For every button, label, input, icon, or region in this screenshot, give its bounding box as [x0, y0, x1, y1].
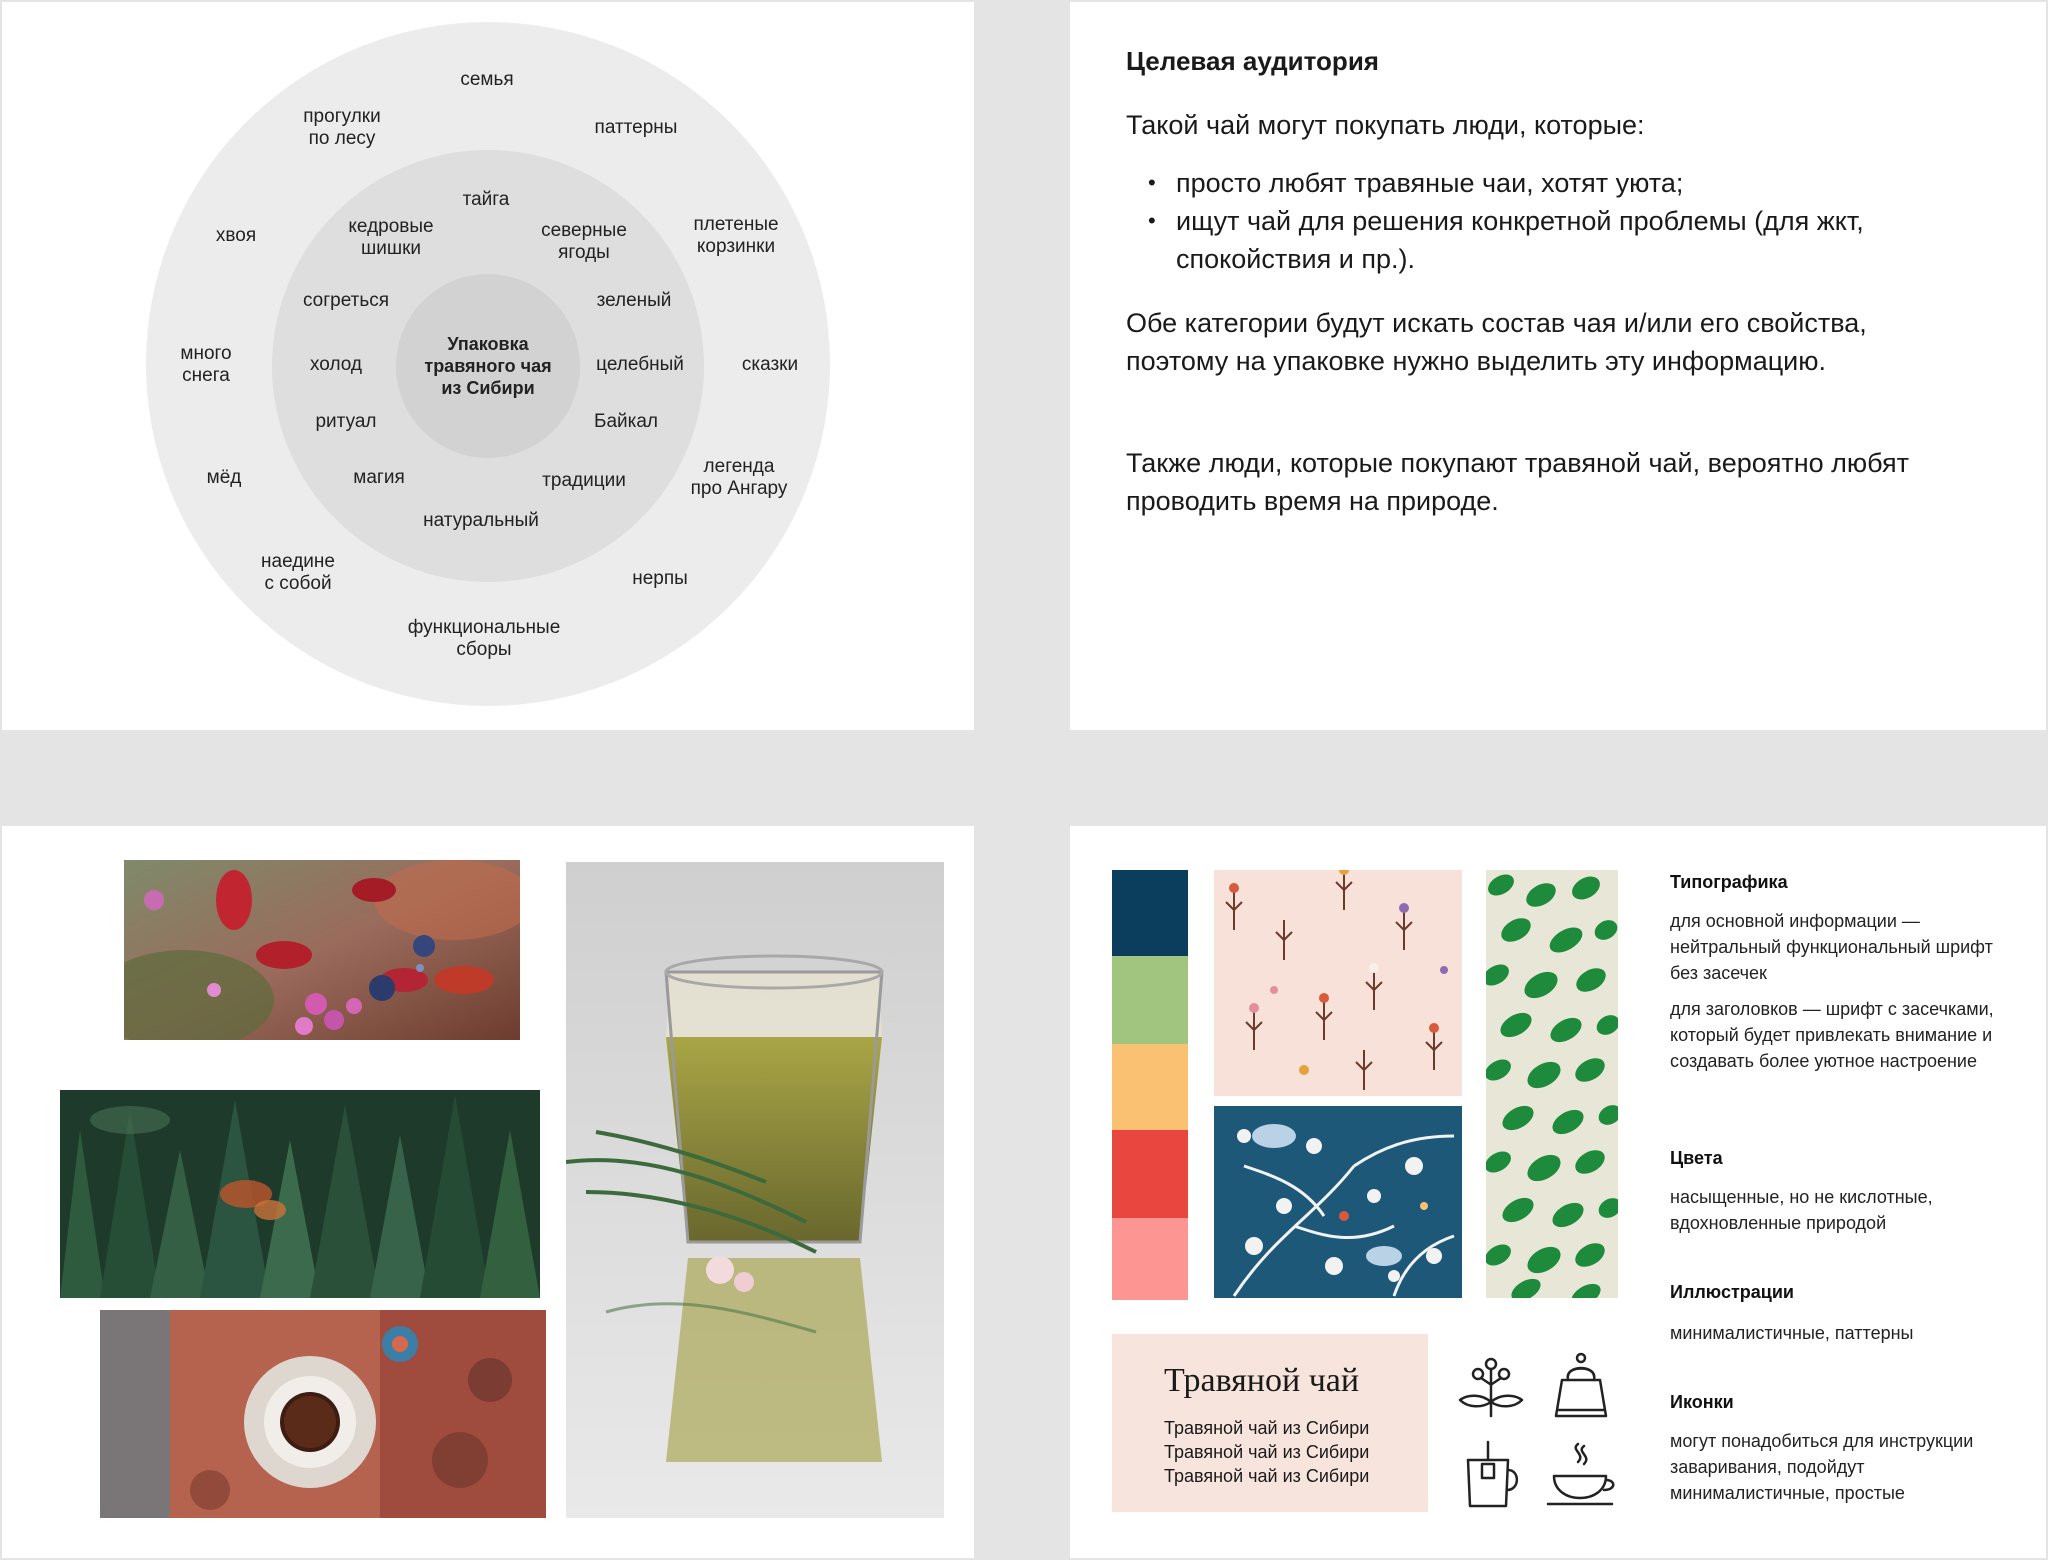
steaming-cup-icon	[1544, 1438, 1618, 1512]
mindmap-word: нерпы	[632, 568, 688, 589]
berries-photo	[124, 860, 520, 1040]
forest-photo	[60, 1090, 540, 1298]
moodboard-panel	[2, 826, 974, 1558]
typography-sample-line: Травяной чай из Сибири	[1164, 1418, 1370, 1438]
typography-text-1: для основной информации — нейтральный функциональный шрифт без засечек	[1670, 911, 1993, 983]
sprout-icon	[1454, 1350, 1528, 1424]
mindmap-word: северные ягоды	[541, 220, 627, 263]
audience-lead: Такой чай могут покупать люди, которые:	[1126, 110, 1645, 140]
audience-list	[1148, 164, 1948, 278]
icons-title: Иконки	[1670, 1392, 1734, 1412]
mindmap-word: согреться	[302, 290, 390, 311]
typography-title: Типографика	[1670, 872, 1788, 892]
typography-sample-card	[1112, 1334, 1428, 1512]
mindmap-word: натуральный	[423, 510, 539, 531]
typography-sample-line: Травяной чай из Сибири	[1164, 1466, 1370, 1486]
carpet-tea-photo	[100, 1310, 546, 1518]
mindmap-panel	[2, 2, 974, 730]
mindmap-word: прогулки по лесу	[303, 106, 381, 149]
glass-tea-photo	[566, 862, 944, 1518]
typography-text-2: для заголовков — шрифт с засечками, который будет привлекать внимание и создавать более уютное настроение	[1670, 999, 1994, 1071]
colors-text: насыщенные, но не кислотные, вдохновленные природой	[1670, 1187, 1933, 1233]
mindmap-word: наедине с собой	[261, 551, 335, 594]
floral-pattern-light	[1214, 870, 1462, 1096]
green-brush-pattern	[1486, 870, 1618, 1298]
kettle-icon	[1544, 1350, 1618, 1424]
audience-title: Целевая аудитория	[1126, 46, 1379, 76]
mindmap-word: традиции	[542, 470, 626, 491]
mindmap-word: мёд	[206, 467, 242, 488]
illustrations-title: Иллюстрации	[1670, 1282, 1794, 1302]
list-item: • просто любят травяные чаи, хотят уюта;	[1148, 164, 1948, 202]
mindmap-word: целебный	[596, 354, 684, 375]
audience-paragraph-2: Также люди, которые покупают травяной чай, вероятно любят проводить время на природе.	[1126, 448, 1910, 516]
color-swatch	[1112, 1044, 1188, 1130]
mindmap-word: тайга	[462, 189, 510, 210]
mindmap-word: легенда про Ангару	[690, 456, 788, 499]
color-swatch	[1112, 870, 1188, 956]
color-swatch	[1112, 1218, 1188, 1300]
icons-text: могут понадобиться для инструкции заваривания, подойдут минималистичные, простые	[1670, 1431, 1974, 1503]
mindmap-word: Байкал	[593, 411, 659, 432]
tea-bag-mug-icon	[1454, 1438, 1528, 1512]
typography-sample-heading: Травяной чай	[1164, 1362, 1360, 1399]
mindmap-word: ритуал	[315, 411, 377, 432]
typography-sample-line: Травяной чай из Сибири	[1164, 1442, 1370, 1462]
mindmap-word: много снега	[180, 343, 232, 386]
mindmap-word: кедровые шишки	[348, 216, 434, 259]
mindmap-word: семья	[460, 69, 514, 90]
color-swatch	[1112, 1130, 1188, 1218]
mindmap-word: сказки	[741, 354, 799, 375]
mindmap-word: холод	[310, 354, 362, 375]
floral-pattern-dark	[1214, 1106, 1462, 1298]
mindmap-word: функциональные сборы	[407, 617, 561, 660]
list-item: • ищут чай для решения конкретной проблемы (для жкт, спокойствия и пр.).	[1148, 202, 1948, 278]
mindmap-word: плетеные корзинки	[693, 214, 779, 257]
mindmap-word: магия	[353, 467, 405, 488]
mindmap-word: хвоя	[215, 225, 257, 246]
audience-panel	[1070, 2, 2046, 730]
audience-paragraph-1: Обе категории будут искать состав чая и/или его свойства, поэтому на упаковке нужно выделить эту информацию.	[1126, 308, 1867, 376]
mindmap-word: зеленый	[596, 290, 672, 311]
styleboard-panel	[1070, 826, 2046, 1558]
color-swatch	[1112, 956, 1188, 1044]
mindmap-center: Упаковка травяного чая из Сибири	[424, 334, 552, 398]
illustrations-text: минималистичные, паттерны	[1670, 1323, 1914, 1343]
mindmap-word: паттерны	[594, 117, 678, 138]
colors-title: Цвета	[1670, 1148, 1723, 1168]
